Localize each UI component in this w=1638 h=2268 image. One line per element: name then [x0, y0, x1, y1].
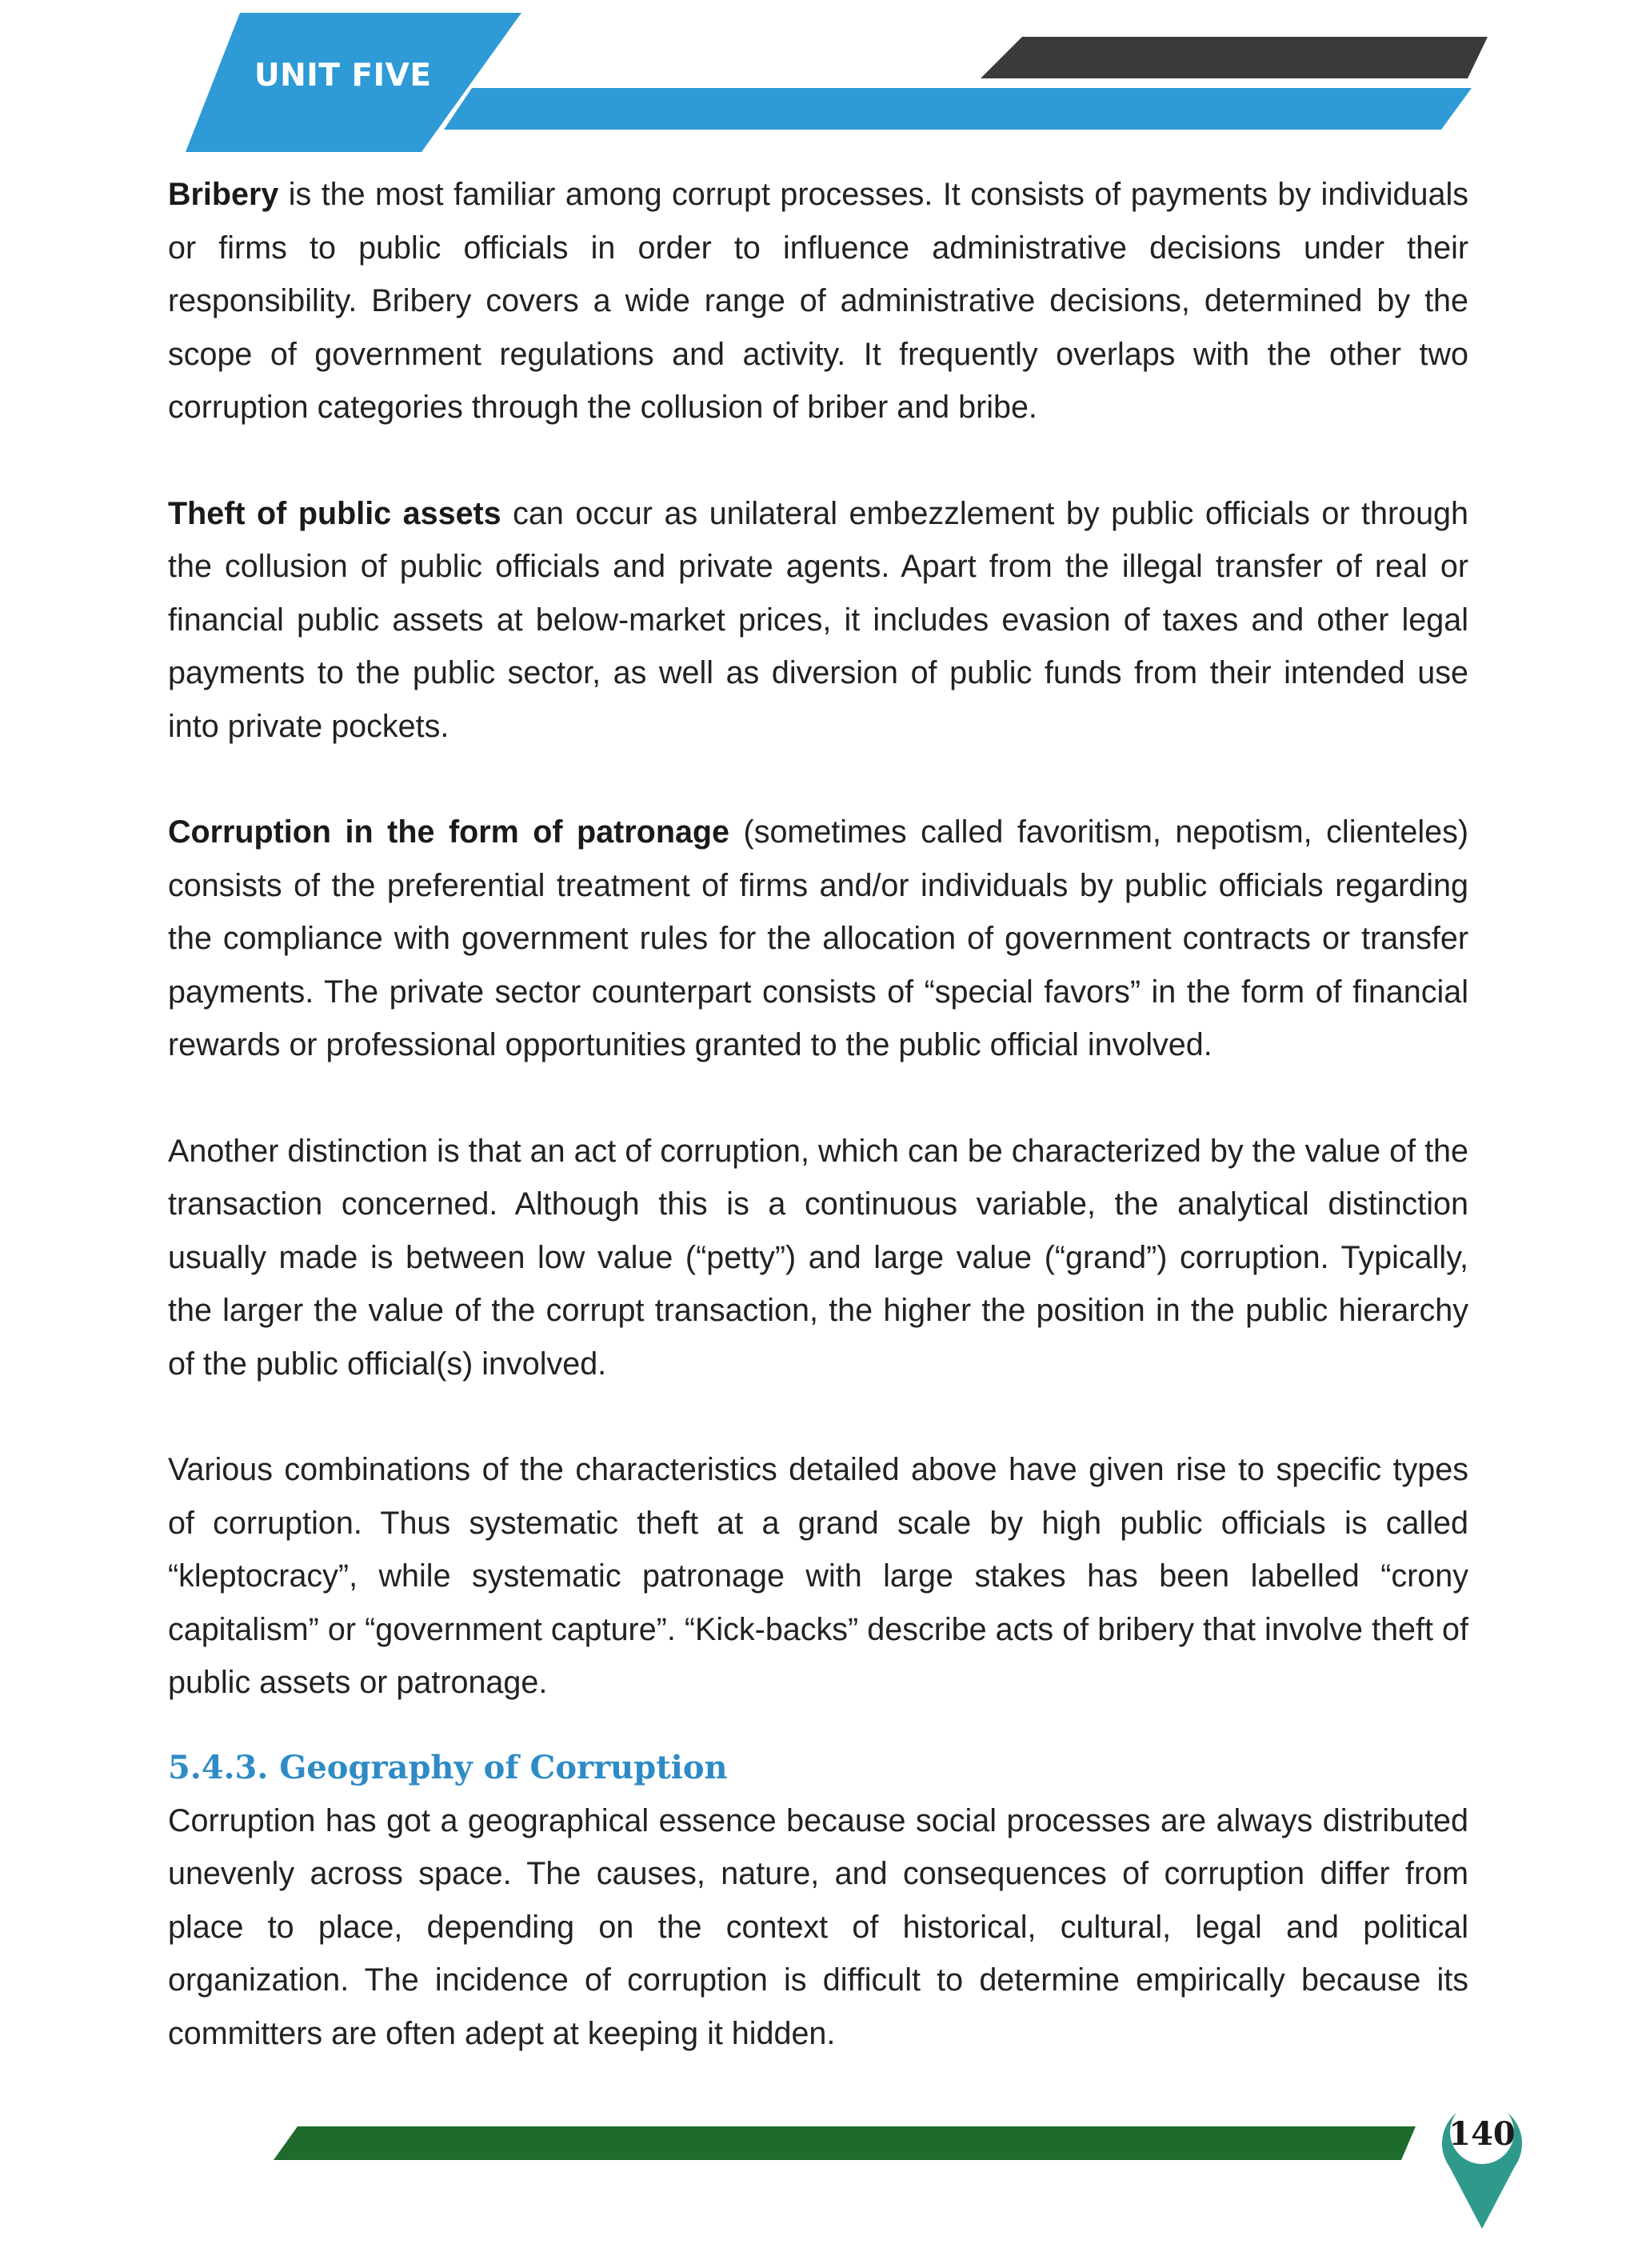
- paragraph-combinations: Various combinations of the characteristics detailed above have given rise to specific types of corruption. Thus systematic theft at a grand scale by high public officials is called “kleptocracy”, while systematic patronage with large stakes has been labelled “crony capitalism” or “government capture”. “Kick-backs” describe acts of bribery that involve theft of public assets or patronage.: [168, 1452, 1468, 1700]
- term-theft: Theft of public assets: [168, 495, 501, 531]
- paragraph-distinction: Another distinction is that an act of corruption, which can be characterized by the value of the transaction concerned. Although this is a continuous variable, the analytical distinction usually made is between low value (“petty”) and large value (“grand”) corruption. Typically, the larger the value of the corrupt transaction, the higher the position in the public hierarchy of the public official(s) involved.: [168, 1133, 1468, 1382]
- header-blue-bar: [444, 88, 1472, 130]
- paragraph-patronage: [168, 806, 1468, 1072]
- paragraph-bribery: [168, 168, 1468, 434]
- term-patronage: Corruption in the form of patronage: [168, 814, 730, 850]
- footer-green-bar: [274, 2126, 1416, 2160]
- paragraph-theft: [168, 487, 1468, 754]
- footer-banner: [0, 2048, 1638, 2268]
- unit-label: UNIT FIVE: [254, 58, 432, 94]
- header-dark-bar: [981, 37, 1488, 78]
- header-banner: [0, 0, 1638, 160]
- term-bribery: Bribery: [168, 177, 279, 212]
- paragraph-patronage-text: (sometimes called favoritism, nepotism, clienteles) consists of the preferential treatment of firms and/or individuals by public officials regarding the compliance with government rules for the allocation of government contracts or transfer payments. The private sector counterpart consists of “special favors” in the form of financial rewards or professional opportunities granted to the public official involved.: [168, 814, 1468, 1062]
- section-body: Corruption has got a geographical essence because social processes are always distributed unevenly across space. The causes, nature, and consequences of corruption differ from place to place, depending on the context of historical, cultural, legal and political organization. The incidence of corruption is difficult to determine empirically because its committers are often adept at keeping it hidden.: [168, 1802, 1468, 2051]
- section-heading: 5.4.3. Geography of Corruption: [168, 1748, 728, 1786]
- page-number: 140: [1448, 2115, 1516, 2153]
- paragraph-bribery-text: is the most familiar among corrupt processes. It consists of payments by individuals or firms to public officials in order to influence administrative decisions under their responsibility. Bribery covers a wide range of administrative decisions, determined by the scope of government regulations and activity. It frequently overlaps with the other two corruption categories through the collusion of briber and bribe.: [168, 177, 1468, 425]
- paragraph-theft-text: can occur as unilateral embezzlement by public officials or through the collusion of public officials and private agents. Apart from the illegal transfer of real or financial public assets at below-market prices, it includes evasion of taxes and other legal payments to the public sector, as well as diversion of public funds from their intended use into private pockets.: [168, 495, 1468, 744]
- page-content: [168, 168, 1468, 2060]
